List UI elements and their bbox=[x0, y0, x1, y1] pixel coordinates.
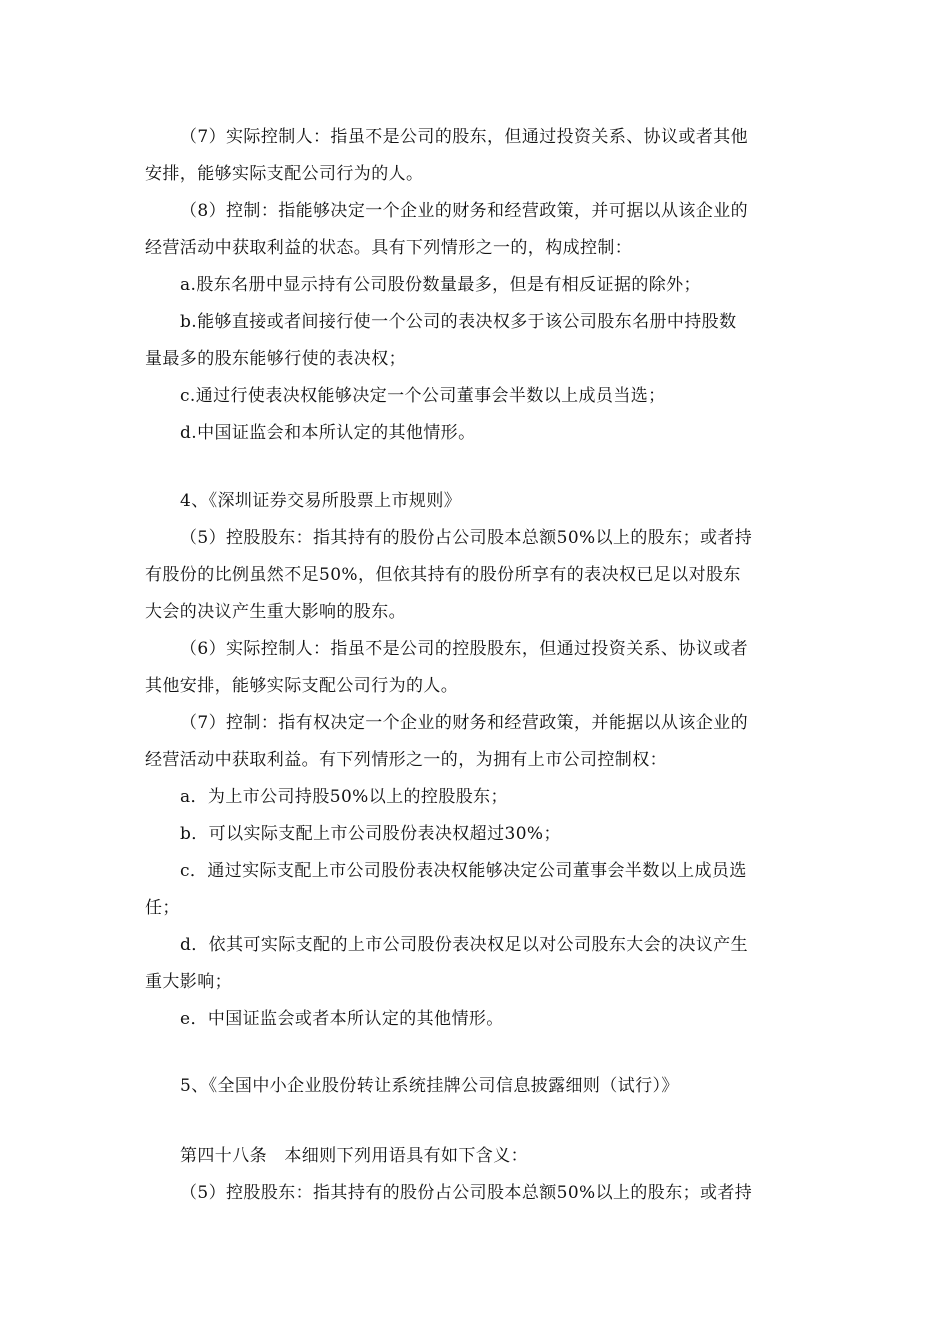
text-line: 其他安排，能够实际支配公司行为的人。 bbox=[145, 676, 459, 696]
text-line: 有股份的比例虽然不足50%，但依其持有的股份所享有的表决权已足以对股东 bbox=[145, 565, 741, 585]
text-line: 任； bbox=[145, 898, 180, 918]
text-line: 经营活动中获取利益的状态。具有下列情形之一的，构成控制： bbox=[145, 238, 633, 258]
text-line: c.通过行使表决权能够决定一个公司董事会半数以上成员当选； bbox=[180, 386, 666, 406]
text-line: （6）实际控制人：指虽不是公司的控股股东，但通过投资关系、协议或者 bbox=[180, 639, 749, 659]
text-line: d．依其可实际支配的上市公司股份表决权足以对公司股东大会的决议产生 bbox=[180, 935, 749, 955]
text-line: 重大影响； bbox=[145, 972, 232, 992]
text-line: d.中国证监会和本所认定的其他情形。 bbox=[180, 423, 476, 443]
text-line: e．中国证监会或者本所认定的其他情形。 bbox=[180, 1009, 504, 1029]
text-line: a.股东名册中显示持有公司股份数量最多，但是有相反证据的除外； bbox=[180, 275, 701, 295]
text-line: （8）控制：指能够决定一个企业的财务和经营政策，并可据以从该企业的 bbox=[180, 201, 749, 221]
section-heading: 4、《深圳证券交易所股票上市规则》 bbox=[180, 491, 462, 511]
text-line: c．通过实际支配上市公司股份表决权能够决定公司董事会半数以上成员选 bbox=[180, 861, 747, 881]
text-line: （5）控股股东：指其持有的股份占公司股本总额50%以上的股东；或者持 bbox=[180, 528, 753, 548]
text-line: b.能够直接或者间接行使一个公司的表决权多于该公司股东名册中持股数 bbox=[180, 312, 737, 332]
text-line: （5）控股股东：指其持有的股份占公司股本总额50%以上的股东；或者持 bbox=[180, 1183, 753, 1203]
text-line: 经营活动中获取利益。有下列情形之一的，为拥有上市公司控制权： bbox=[145, 750, 667, 770]
text-line: b．可以实际支配上市公司股份表决权超过30%； bbox=[180, 824, 561, 844]
article-heading: 第四十八条 本细则下列用语具有如下含义： bbox=[180, 1146, 528, 1166]
section-heading: 5、《全国中小企业股份转让系统挂牌公司信息披露细则（试行）》 bbox=[180, 1076, 679, 1096]
text-line: 量最多的股东能够行使的表决权； bbox=[145, 349, 406, 369]
text-line: （7）控制：指有权决定一个企业的财务和经营政策，并能据以从该企业的 bbox=[180, 713, 749, 733]
text-line: 安排，能够实际支配公司行为的人。 bbox=[145, 164, 424, 184]
text-line: 大会的决议产生重大影响的股东。 bbox=[145, 602, 406, 622]
text-line: a．为上市公司持股50%以上的控股股东； bbox=[180, 787, 508, 807]
text-line: （7）实际控制人：指虽不是公司的股东，但通过投资关系、协议或者其他 bbox=[180, 127, 749, 147]
